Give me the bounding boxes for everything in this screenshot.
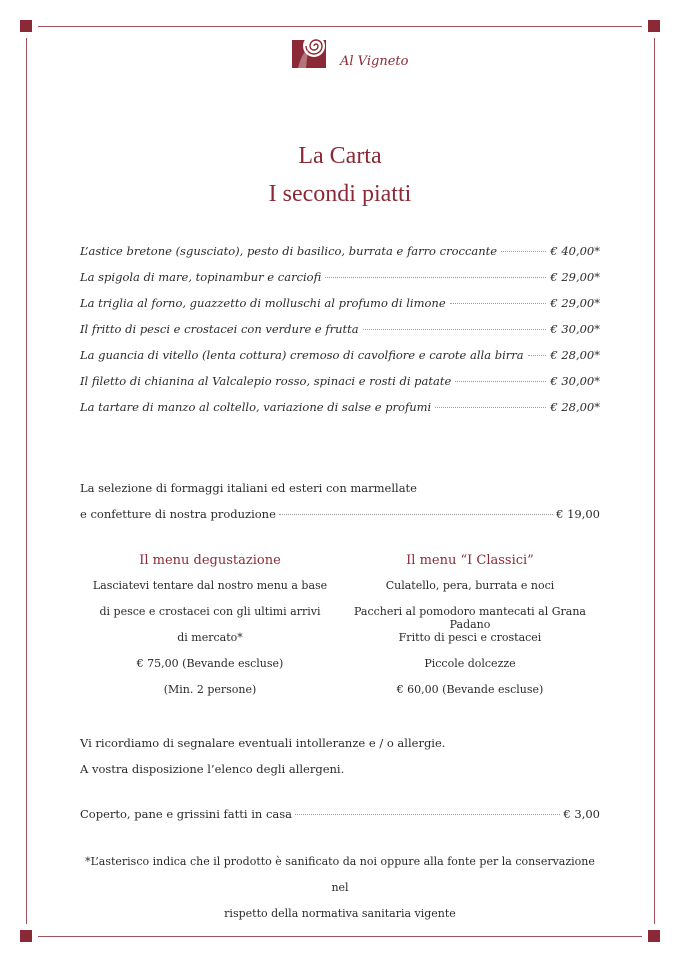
logo-text: Al Vigneto <box>340 54 409 69</box>
footnote-line-1: *L’asterisco indica che il prodotto è sanificato da noi oppure alla fonte per la conservazione nel <box>85 855 595 894</box>
dish-price: € 30,00* <box>550 374 600 388</box>
dotted-leader <box>528 355 547 356</box>
dish-name: La spigola di mare, topinambur e carciofi <box>80 270 322 284</box>
frame-right <box>654 38 655 924</box>
cheese-row <box>80 507 600 521</box>
dish-name: L’astice bretone (sgusciato), pesto di basilico, burrata e farro croccante <box>80 244 498 258</box>
menu-line: di mercato* <box>177 631 243 644</box>
dotted-leader <box>455 381 546 382</box>
dotted-leader <box>501 251 546 252</box>
dish-row <box>80 400 600 426</box>
dish-row <box>80 244 600 270</box>
dotted-leader <box>363 329 547 330</box>
dish-name: La guancia di vitello (lenta cottura) cremoso di cavolfiore e carote alla birra <box>80 348 524 362</box>
cheese-line-2: e confetture di nostra produzione <box>80 507 276 521</box>
dish-list <box>80 244 600 426</box>
corner-bottom-right <box>648 930 660 942</box>
frame-top <box>38 26 642 27</box>
frame-left <box>26 38 27 924</box>
menu-line: Piccole dolcezze <box>424 657 516 670</box>
dish-price: € 29,00* <box>550 296 600 310</box>
dotted-leader <box>279 514 553 515</box>
menu-degustazione <box>80 553 340 709</box>
dish-row <box>80 322 600 348</box>
dish-price: € 28,00* <box>550 348 600 362</box>
menu-classici-title: Il menu “I Classici” <box>406 553 534 568</box>
dish-name: Il fritto di pesci e crostacei con verdure e frutta <box>80 322 359 336</box>
menu-classici <box>340 553 600 709</box>
menu-line: € 75,00 (Bevande escluse) <box>136 657 284 670</box>
dish-price: € 40,00* <box>550 244 600 258</box>
cheese-line-1: La selezione di formaggi italiani ed esteri con marmellate <box>80 481 417 495</box>
dotted-leader <box>325 277 546 278</box>
dish-row <box>80 270 600 296</box>
corner-top-right <box>648 20 660 32</box>
coperto-label: Coperto, pane e grissini fatti in casa <box>80 807 293 821</box>
dish-name: Il filetto di chianina al Valcalepio rosso, spinaci e rosti di patate <box>80 374 452 388</box>
dish-row <box>80 296 600 322</box>
frame-bottom <box>38 936 642 937</box>
menu-line: Lasciatevi tentare dal nostro menu a base <box>92 579 328 592</box>
footnote-line-2: rispetto della normativa sanitaria vigente <box>224 907 456 920</box>
coperto-price: € 3,00 <box>563 807 600 821</box>
menu-line: € 60,00 (Bevande escluse) <box>396 683 544 696</box>
page-title: La Carta <box>298 143 382 169</box>
allergy-line-1: Vi ricordiamo di segnalare eventuali intolleranze e / o allergie. <box>80 736 446 750</box>
dish-name: La triglia al forno, guazzetto di molluschi al profumo di limone <box>80 296 446 310</box>
allergy-line-2: A vostra disposizione l’elenco degli allergeni. <box>80 762 345 776</box>
cheese-price: € 19,00 <box>556 507 600 521</box>
menu-line: Culatello, pera, burrata e noci <box>385 579 555 592</box>
corner-bottom-left <box>20 930 32 942</box>
menu-degustazione-title: Il menu degustazione <box>139 553 281 568</box>
dish-name: La tartare di manzo al coltello, variazione di salse e profumi <box>80 400 432 414</box>
dish-price: € 28,00* <box>550 400 600 414</box>
dotted-leader <box>450 303 547 304</box>
dish-price: € 29,00* <box>550 270 600 284</box>
corner-top-left <box>20 20 32 32</box>
dish-price: € 30,00* <box>550 322 600 336</box>
dish-row <box>80 348 600 374</box>
menu-line: (Min. 2 persone) <box>163 683 257 696</box>
coperto-row <box>80 807 600 821</box>
dish-row <box>80 374 600 400</box>
menu-line: Paccheri al pomodoro mantecati al Grana Padano <box>354 605 586 631</box>
menu-line: di pesce e crostacei con gli ultimi arrivi <box>99 605 321 618</box>
page-subtitle: I secondi piatti <box>268 181 412 207</box>
footnote <box>80 849 600 927</box>
menu-line: Fritto di pesci e crostacei <box>398 631 542 644</box>
dotted-leader <box>295 814 560 815</box>
dotted-leader <box>435 407 546 408</box>
